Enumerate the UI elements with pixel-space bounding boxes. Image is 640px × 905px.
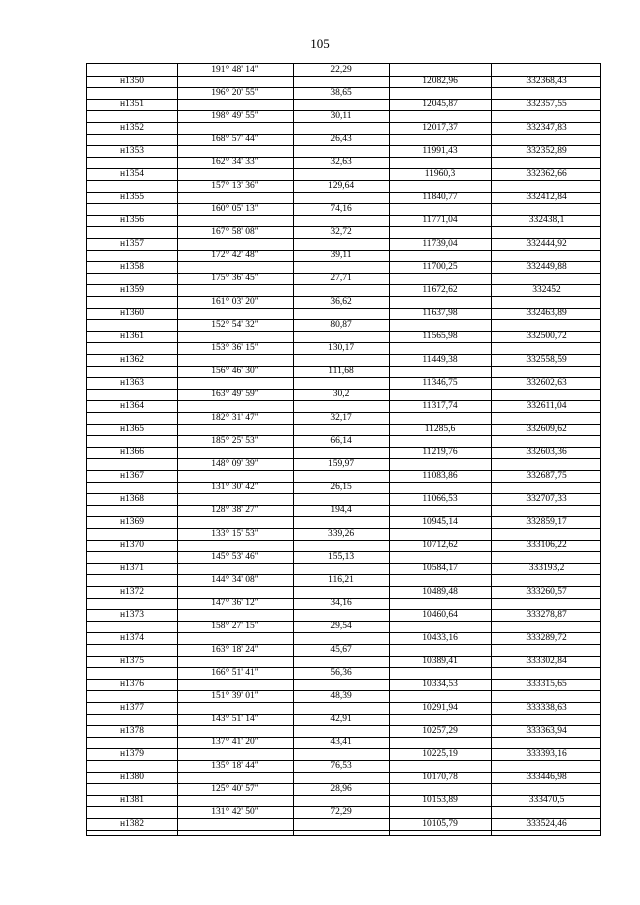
direction-angle: 161° 03' 20" — [211, 296, 259, 307]
direction-angle: 125° 40' 57" — [211, 783, 259, 794]
coordinate-y: 332438,1 — [528, 215, 565, 226]
direction-angle: 158° 27' 15" — [211, 621, 259, 632]
point-name: н1350 — [119, 76, 145, 87]
segment-distance: 66,14 — [330, 435, 352, 446]
coordinate-x: 11317,74 — [422, 400, 458, 411]
segment-distance: 22,29 — [330, 64, 352, 75]
coordinate-x: 11449,38 — [422, 354, 458, 365]
point-name: н1353 — [119, 145, 145, 156]
segment-distance: 48,39 — [330, 690, 352, 701]
point-name: н1365 — [119, 424, 145, 435]
coordinate-x: 11346,75 — [422, 377, 458, 388]
point-name: н1364 — [119, 400, 145, 411]
coordinate-y: 333338,63 — [526, 702, 567, 713]
segment-distance: 130,17 — [327, 342, 355, 353]
point-name: н1374 — [119, 632, 145, 643]
direction-angle: 160° 05' 13" — [211, 203, 259, 214]
coordinate-y: 333524,46 — [526, 818, 567, 829]
coordinate-y: 332500,72 — [526, 331, 567, 342]
coordinate-x: 11285,6 — [424, 424, 456, 435]
coordinate-x: 12017,37 — [422, 122, 458, 133]
coordinate-y: 333302,84 — [526, 656, 567, 667]
point-name: н1380 — [119, 772, 145, 783]
segment-distance: 76,53 — [330, 760, 352, 771]
coordinate-x: 10153,89 — [422, 795, 458, 806]
coordinate-y: 333278,87 — [526, 609, 567, 620]
point-name: н1368 — [119, 493, 145, 504]
coordinate-x: 10489,48 — [422, 586, 458, 597]
point-name: н1351 — [119, 99, 145, 110]
coordinate-y: 333260,57 — [526, 586, 567, 597]
point-name: н1370 — [119, 540, 145, 551]
direction-angle: 198° 49' 55" — [211, 110, 259, 121]
segment-distance: 32,72 — [330, 226, 352, 237]
direction-angle: 182° 31' 47" — [211, 412, 259, 423]
coordinate-x: 11960,3 — [424, 168, 456, 179]
coordinate-x: 10584,17 — [422, 563, 458, 574]
segment-distance: 194,4 — [330, 505, 352, 516]
segment-distance: 43,41 — [330, 737, 352, 748]
direction-angle: 144° 34' 08" — [211, 574, 259, 585]
point-name: н1369 — [119, 516, 145, 527]
direction-angle: 128° 38' 27" — [211, 505, 259, 516]
segment-distance: 74,16 — [330, 203, 352, 214]
point-name: н1377 — [119, 702, 145, 713]
segment-distance: 39,11 — [330, 250, 352, 261]
coordinate-x: 12045,87 — [422, 99, 458, 110]
coordinate-y: 332609,62 — [526, 424, 567, 435]
coordinate-x: 12082,96 — [422, 76, 458, 87]
segment-distance: 26,15 — [330, 482, 352, 493]
point-name: н1379 — [119, 748, 145, 759]
direction-angle: 196° 20' 55" — [211, 87, 259, 98]
coordinate-y: 332362,66 — [526, 168, 567, 179]
direction-angle: 166° 51' 41" — [211, 667, 259, 678]
point-name: н1361 — [119, 331, 145, 342]
segment-distance: 27,71 — [330, 273, 352, 284]
point-name: н1367 — [119, 470, 145, 481]
direction-angle: 162° 34' 33" — [211, 157, 259, 168]
coordinate-y: 332463,89 — [526, 308, 567, 319]
segment-distance: 26,43 — [330, 134, 352, 145]
coordinate-y: 332449,88 — [526, 261, 567, 272]
segment-distance: 30,2 — [332, 389, 350, 400]
page-number: 105 — [310, 36, 330, 51]
point-name: н1360 — [119, 308, 145, 319]
point-name: н1359 — [119, 284, 145, 295]
direction-angle: 152° 54' 32" — [211, 319, 259, 330]
segment-distance: 116,21 — [328, 574, 354, 585]
point-name: н1357 — [119, 238, 145, 249]
direction-angle: 131° 42' 50" — [211, 806, 259, 817]
coordinate-y: 332611,04 — [526, 400, 567, 411]
direction-angle: 145° 53' 46" — [211, 551, 259, 562]
coordinate-x: 11066,53 — [422, 493, 458, 504]
coordinate-x: 10712,62 — [422, 540, 458, 551]
coordinate-x: 11219,76 — [422, 447, 458, 458]
coordinate-x: 11991,43 — [422, 145, 458, 156]
coordinate-y: 332412,84 — [526, 192, 567, 203]
point-name: н1372 — [119, 586, 145, 597]
coordinate-x: 11637,98 — [422, 308, 458, 319]
direction-angle: 137° 41' 20" — [211, 737, 259, 748]
segment-distance: 32,63 — [330, 157, 352, 168]
coordinate-x: 10945,14 — [422, 516, 458, 527]
coordinate-y: 332859,17 — [526, 516, 567, 527]
point-name: н1382 — [119, 818, 145, 829]
coordinate-y: 332452 — [532, 284, 561, 295]
point-name: н1354 — [119, 168, 145, 179]
point-name: н1373 — [119, 609, 145, 620]
coordinate-y: 332352,89 — [526, 145, 567, 156]
coordinate-y: 332368,43 — [526, 76, 567, 87]
direction-angle: 147° 36' 12" — [211, 598, 259, 609]
coordinate-x: 11739,04 — [422, 238, 458, 249]
direction-angle: 143° 51' 14" — [211, 714, 259, 725]
direction-angle: 151° 39' 01" — [211, 690, 259, 701]
coordinate-x: 11700,25 — [422, 261, 458, 272]
segment-distance: 32,17 — [330, 412, 352, 423]
point-name: н1358 — [119, 261, 145, 272]
coordinate-y: 333393,16 — [526, 748, 567, 759]
point-name: н1376 — [119, 679, 145, 690]
point-name: н1356 — [119, 215, 145, 226]
coordinate-y: 332707,33 — [526, 493, 567, 504]
coordinate-y: 333363,94 — [526, 725, 567, 736]
segment-distance: 155,13 — [327, 551, 355, 562]
segment-distance: 339,26 — [327, 528, 355, 539]
direction-angle: 185° 25' 53" — [211, 435, 259, 446]
row-divider — [87, 830, 600, 831]
direction-angle: 167° 58' 08" — [211, 226, 259, 237]
point-name: н1371 — [119, 563, 145, 574]
direction-angle: 133° 15' 53" — [211, 528, 259, 539]
segment-distance: 45,67 — [330, 644, 352, 655]
direction-angle: 157° 13' 36" — [211, 180, 259, 191]
coordinate-y: 332602,63 — [526, 377, 567, 388]
segment-distance: 36,62 — [330, 296, 352, 307]
direction-angle: 168° 57' 44" — [211, 134, 259, 145]
coordinate-x: 10460,64 — [422, 609, 458, 620]
direction-angle: 175° 36' 45" — [211, 273, 259, 284]
coordinate-x: 10433,16 — [422, 632, 458, 643]
segment-distance: 38,65 — [330, 87, 352, 98]
direction-angle: 135° 18' 44" — [211, 760, 259, 771]
coordinate-y: 333193,2 — [528, 563, 565, 574]
coordinate-y: 333470,5 — [528, 795, 565, 806]
segment-distance: 159,97 — [327, 458, 355, 469]
point-name: н1381 — [119, 795, 145, 806]
coordinate-y: 332357,55 — [526, 99, 567, 110]
coordinate-y: 332687,75 — [526, 470, 567, 481]
segment-distance: 56,36 — [330, 667, 352, 678]
coordinate-y: 332347,83 — [526, 122, 567, 133]
direction-angle: 131° 30' 42" — [211, 482, 259, 493]
point-name: н1378 — [119, 725, 145, 736]
coordinate-x: 10225,19 — [422, 748, 458, 759]
coordinate-y: 332444,92 — [526, 238, 567, 249]
point-name: н1355 — [119, 192, 145, 203]
point-name: н1375 — [119, 656, 145, 667]
point-name: н1362 — [119, 354, 145, 365]
coordinate-y: 333446,98 — [526, 772, 567, 783]
coordinate-x: 11083,86 — [422, 470, 458, 481]
coordinate-y: 333315,65 — [526, 679, 567, 690]
segment-distance: 80,87 — [330, 319, 352, 330]
direction-angle: 163° 18' 24" — [211, 644, 259, 655]
coordinate-x: 10170,78 — [422, 772, 458, 783]
coordinates-table — [86, 63, 601, 836]
coordinate-x: 10389,41 — [422, 656, 458, 667]
segment-distance: 129,64 — [327, 180, 355, 191]
segment-distance: 30,11 — [330, 110, 352, 121]
segment-distance: 72,29 — [330, 806, 352, 817]
point-name: н1352 — [119, 122, 145, 133]
coordinate-y: 332558,59 — [526, 354, 567, 365]
coordinate-x: 11565,98 — [422, 331, 458, 342]
direction-angle: 172° 42' 48" — [211, 250, 259, 261]
direction-angle: 191° 48' 14" — [211, 64, 259, 75]
direction-angle: 156° 46' 30" — [211, 366, 259, 377]
point-name: н1366 — [119, 447, 145, 458]
direction-angle: 163° 49' 59" — [211, 389, 259, 400]
coordinate-x: 10334,53 — [422, 679, 458, 690]
coordinate-y: 333106,22 — [526, 540, 567, 551]
coordinate-x: 10291,94 — [422, 702, 458, 713]
coordinate-y: 332603,36 — [526, 447, 567, 458]
direction-angle: 153° 36' 15" — [211, 342, 259, 353]
coordinate-x: 10105,79 — [422, 818, 458, 829]
direction-angle: 148° 09' 39" — [211, 458, 259, 469]
coordinate-x: 10257,29 — [422, 725, 458, 736]
segment-distance: 111,68 — [328, 366, 354, 377]
coordinate-x: 11840,77 — [422, 192, 458, 203]
coordinate-x: 11771,04 — [422, 215, 458, 226]
coordinate-x: 11672,62 — [422, 284, 458, 295]
segment-distance: 42,91 — [330, 714, 352, 725]
segment-distance: 34,16 — [330, 598, 352, 609]
coordinate-y: 333289,72 — [526, 632, 567, 643]
point-name: н1363 — [119, 377, 145, 388]
segment-distance: 29,54 — [330, 621, 352, 632]
segment-distance: 28,96 — [330, 783, 352, 794]
